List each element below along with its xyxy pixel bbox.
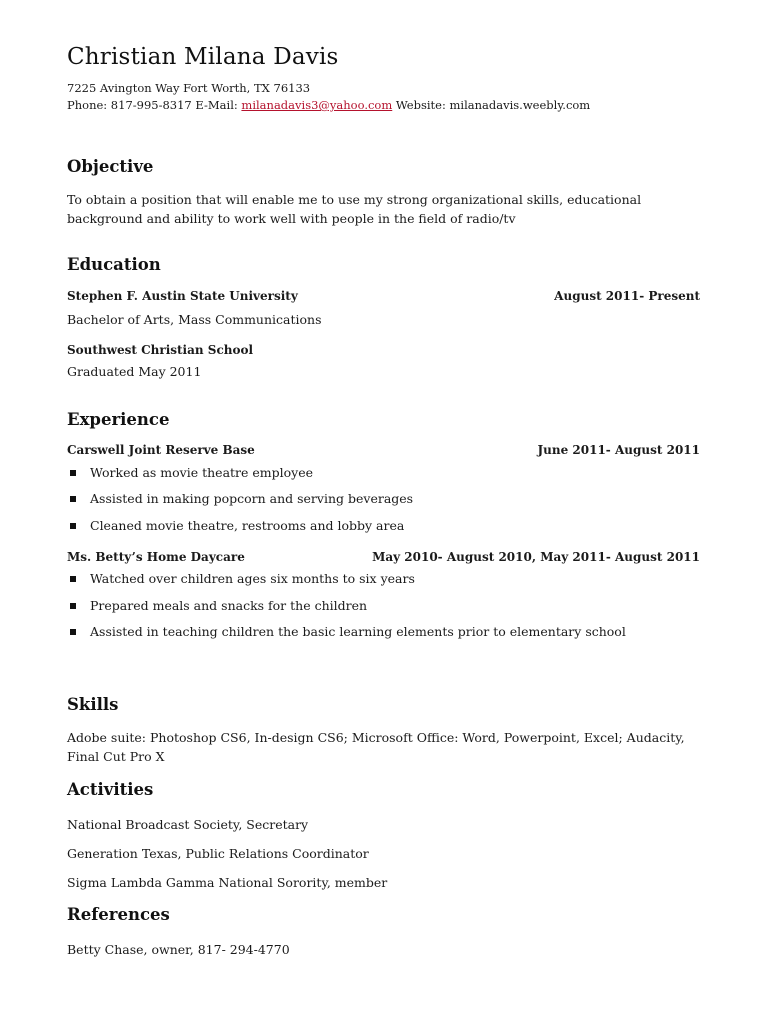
job-bullet: Worked as movie theatre employee [90,465,314,480]
experience-heading: Experience [67,410,170,429]
education-detail: Bachelor of Arts, Mass Communications [67,312,322,327]
activity-item: Sigma Lambda Gamma National Sorority, member [67,875,388,890]
education-heading: Education [67,255,161,274]
job-dates: May 2010- August 2010, May 2011- August 2011 [372,550,700,564]
activity-item: National Broadcast Society, Secretary [67,817,309,832]
job-bullet: Assisted in teaching children the basic learning elements prior to elementary school [90,624,626,639]
job-employer: Carswell Joint Reserve Base [67,443,255,457]
bullet-icon [70,496,76,502]
job-bullet: Assisted in making popcorn and serving beverages [90,491,414,506]
bullet-icon [70,603,76,609]
education-dates: August 2011- Present [554,289,700,303]
email-link[interactable]: milanadavis3@yahoo.com [241,98,393,112]
contact-line [67,98,590,112]
references-heading: References [67,905,170,924]
job-bullet: Watched over children ages six months to six years [90,571,415,586]
objective-heading: Objective [67,157,154,176]
skills-text: Adobe suite: Photoshop CS6, In-design CS6; Microsoft Office: Word, Powerpoint, Excel; Audacity, Final Cut Pro X [67,730,685,764]
bullet-icon [70,470,76,476]
activities-heading: Activities [67,780,154,799]
bullet-icon [70,576,76,582]
job-bullet: Prepared meals and snacks for the children [90,598,368,613]
education-school: Southwest Christian School [67,343,254,357]
bullet-icon [70,523,76,529]
job-dates: June 2011- August 2011 [537,443,700,457]
resume-name: Christian Milana Davis [67,44,339,70]
email-label: E-Mail: [195,98,238,112]
address-line: 7225 Avington Way Fort Worth, TX 76133 [67,81,311,95]
phone-text: Phone: 817-995-8317 [67,98,192,112]
objective-text: To obtain a position that will enable me to use my strong organizational skills, educational background and ability to work well with people in the field of radio/tv [67,192,642,226]
skills-heading: Skills [67,695,119,714]
job-employer: Ms. Betty’s Home Daycare [67,550,245,564]
job-bullet: Cleaned movie theatre, restrooms and lobby area [90,518,405,533]
website-text: Website: milanadavis.weebly.com [395,98,591,112]
activity-item: Generation Texas, Public Relations Coordinator [67,846,369,861]
education-detail: Graduated May 2011 [67,364,202,379]
education-school: Stephen F. Austin State University [67,289,298,303]
reference-item: Betty Chase, owner, 817- 294-4770 [67,942,290,957]
bullet-icon [70,629,76,635]
